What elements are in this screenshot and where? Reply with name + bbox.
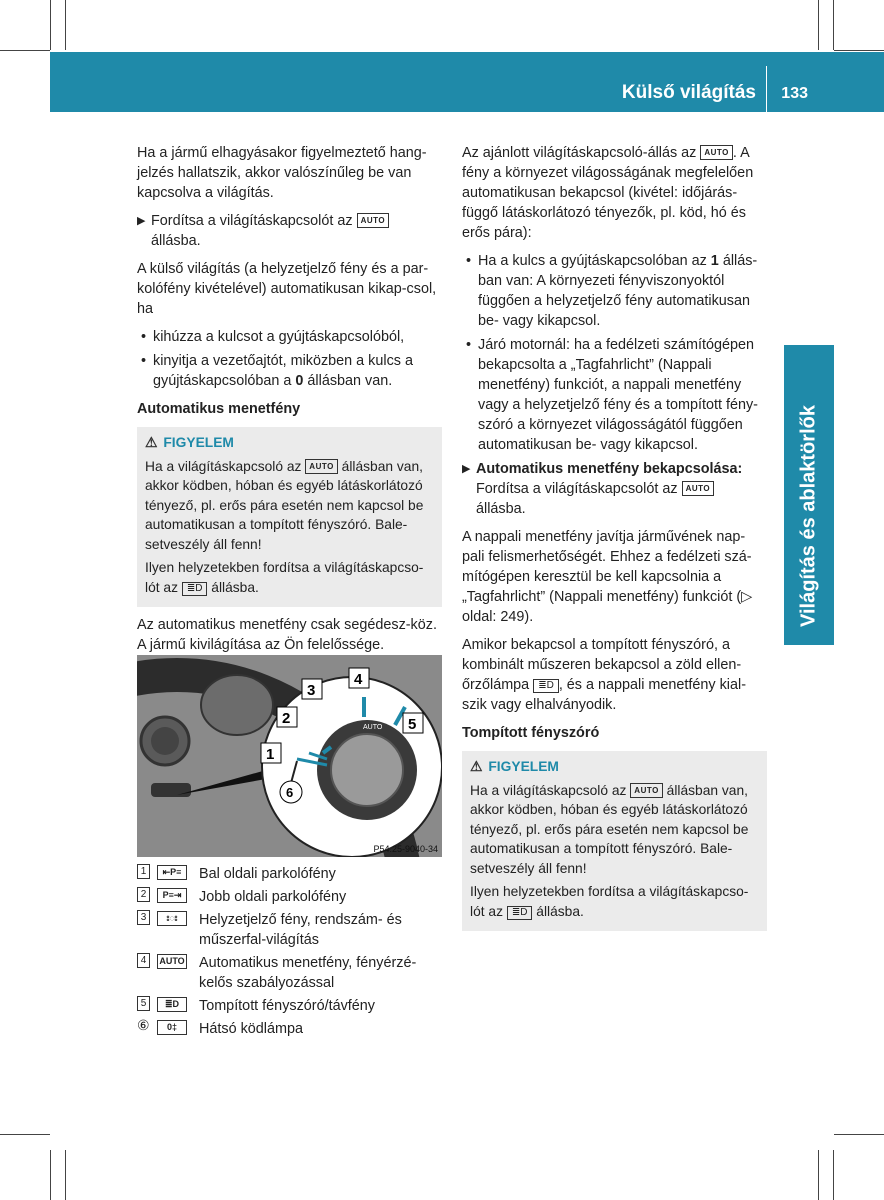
step-arrow-icon: ▶ <box>462 463 471 475</box>
list-item-text: kinyitja a vezetőajtót, miközben a kulcs a gyújtáskapcsolóban a <box>153 353 413 389</box>
low-beam-icon: ≣D <box>533 679 559 693</box>
legend-item <box>137 887 442 907</box>
auto-key-icon: AUTO <box>682 481 715 496</box>
warning-box <box>462 751 767 931</box>
section-title: Külső világítás <box>621 82 756 103</box>
legend-number: 5 <box>137 996 150 1011</box>
knob-label: AUTO <box>363 724 383 731</box>
warning-text <box>145 457 434 555</box>
paragraph <box>462 635 767 715</box>
warning-text <box>470 882 759 921</box>
step-text: Fordítsa a világításkapcsolót az <box>151 213 353 229</box>
list-item-text: állásban van. <box>307 373 393 389</box>
crop-mark <box>833 1150 834 1200</box>
bullet-icon: • <box>141 329 147 345</box>
list-item <box>137 351 442 391</box>
parking-light-right-icon: P≡⇥ <box>157 888 187 903</box>
legend-number: 3 <box>137 910 150 925</box>
step-text: állásba. <box>476 501 526 517</box>
warning-text-part: Ilyen helyzetekben fordítsa a világításkapcso-lót az <box>470 884 749 919</box>
callout-4-label: 4 <box>354 671 363 688</box>
list-item-text: állás-ban van: A környezeti fényviszonyoktól függően a helyzetjelző fény automatikusan be- vagy kikapcsol. <box>478 253 758 329</box>
crop-mark <box>818 1150 819 1200</box>
warning-box <box>137 427 442 607</box>
warning-text <box>145 558 434 597</box>
crop-mark <box>65 1150 66 1200</box>
auto-key-icon: AUTO <box>630 783 663 798</box>
crop-mark <box>834 1134 884 1135</box>
instruction-step <box>137 211 442 251</box>
step-title: Automatikus menetfény bekapcsolása: <box>476 461 743 477</box>
crop-mark <box>834 50 884 51</box>
light-switch-figure <box>137 655 442 857</box>
paragraph: Az automatikus menetfény csak segédesz-köz. A jármű kivilágítása az Ön felelőssége. <box>137 617 437 653</box>
warning-text <box>470 781 759 879</box>
paragraph-text: , és a nappali menetfény kial-szik vagy elhalványodik. <box>462 677 746 713</box>
instruction-step <box>462 459 767 519</box>
knob-face <box>331 734 403 806</box>
legend-item <box>137 1019 442 1039</box>
legend-item <box>137 996 442 1016</box>
callout-1-label: 1 <box>266 746 275 763</box>
page-number: 133 <box>781 85 808 102</box>
warning-text-part: állásba. <box>536 903 584 919</box>
low-beam-icon: ≣D <box>182 582 208 596</box>
step-text: Fordítsa a világításkapcsolót az <box>476 481 678 497</box>
paragraph: A nappali menetfény javítja járművének nap-pali felismerhetőségét. Ehhez a fedélzeti szá-mítógépen keresztül be kell kapcsolnia a „Tagfahrlicht” (Nappali menetfény) funkciót (▷ oldal: 249). <box>462 529 753 625</box>
legend-text: Tompított fényszóró/távfény <box>199 998 375 1014</box>
low-beam-icon: ≣D <box>157 997 187 1012</box>
step-arrow-icon: ▶ <box>137 215 146 227</box>
switch-location <box>151 783 191 797</box>
page-header <box>50 52 884 112</box>
auto-key-icon: AUTO <box>700 145 733 160</box>
key-position: 0 <box>295 373 304 389</box>
bullet-icon: • <box>141 353 147 369</box>
list-item <box>137 327 442 347</box>
warning-text-part: állásban van, akkor ködben, hóban és egyéb látáskorlátozó tényező, pl. erős pára esetén nem kapcsol be automatikusan a tompított fényszóró. Bale-setveszély áll fenn! <box>470 782 749 876</box>
light-switch-illustration <box>137 655 442 857</box>
air-vent-inner <box>151 727 179 755</box>
side-light-icon: ⦂◌⦂ <box>157 911 187 926</box>
paragraph-text: Amikor bekapcsol a tompított fényszóró, a kombinált műszeren bekapcsol a zöld ellen-őrzőlámpa <box>462 637 742 693</box>
paragraph-text: Az ajánlott világításkapcsoló-állás az <box>462 145 697 161</box>
legend-number: 2 <box>137 887 150 902</box>
callout-3-label: 3 <box>307 682 316 699</box>
warning-text-part: Ha a világításkapcsoló az <box>145 458 302 474</box>
warning-title-text: FIGYELEM <box>488 759 559 774</box>
legend-number: ⑥ <box>137 1017 150 1033</box>
paragraph-text: . A fény a környezet világosságának megfelelően automatikusan bekapcsol (kivétel: időjárás-függő látáskorlátozó tényezők, pl. köd, hó és erős pára): <box>462 145 754 241</box>
legend-text: Jobb oldali parkolófény <box>199 889 347 905</box>
key-position: 1 <box>710 253 719 269</box>
legend-text: Helyzetjelző fény, rendszám- és műszerfal-világítás <box>199 912 402 948</box>
list-item <box>462 251 767 331</box>
crop-mark <box>50 0 51 50</box>
subheading: Automatikus menetfény <box>137 401 301 417</box>
instrument-cluster <box>201 675 273 735</box>
rear-fog-light-icon: 0‡ <box>157 1020 187 1035</box>
legend-text: Hátsó ködlámpa <box>199 1021 303 1037</box>
step-text: állásba. <box>151 233 201 249</box>
left-column <box>137 143 442 663</box>
crop-mark <box>0 1134 50 1135</box>
legend-item <box>137 910 442 950</box>
header-divider <box>766 66 767 112</box>
right-column <box>462 143 767 939</box>
list-item-text: kihúzza a kulcsot a gyújtáskapcsolóból, <box>153 329 405 345</box>
warning-triangle-icon: ⚠ <box>470 759 483 774</box>
warning-text-part: állásban van, akkor ködben, hóban és egyéb látáskorlátozó tényező, pl. erős pára esetén nem kapcsol be automatikusan a tompított fényszóró. Bale-setveszély áll fenn! <box>145 458 424 552</box>
bullet-icon: • <box>466 337 472 353</box>
warning-triangle-icon: ⚠ <box>145 435 158 450</box>
crop-mark <box>0 50 50 51</box>
crop-mark <box>65 0 66 50</box>
crop-mark <box>50 1150 51 1200</box>
crop-mark <box>818 0 819 50</box>
callout-5-label: 5 <box>408 716 417 733</box>
paragraph: A külső világítás (a helyzetjelző fény és a par-kolófény kivételével) automatikusan kikap-csol, ha <box>137 261 437 317</box>
warning-title <box>470 757 759 777</box>
subheading: Tompított fényszóró <box>462 725 600 741</box>
warning-title <box>145 433 434 453</box>
figure-legend <box>137 864 442 1042</box>
legend-number: 1 <box>137 864 150 879</box>
paragraph <box>462 143 767 243</box>
legend-text: Bal oldali parkolófény <box>199 866 336 882</box>
legend-item <box>137 864 442 884</box>
legend-text: Automatikus menetfény, fényérzé-kelős szabályozással <box>199 955 417 991</box>
bullet-icon: • <box>466 253 472 269</box>
parking-light-left-icon: ⇤P≡ <box>157 865 187 880</box>
paragraph: Ha a jármű elhagyásakor figyelmeztető hang-jelzés hallatszik, akkor valószínűleg be van kapcsolva a világítás. <box>137 145 427 201</box>
warning-text-part: Ilyen helyzetekben fordítsa a világításkapcso-lót az <box>145 560 424 595</box>
crop-mark <box>833 0 834 50</box>
list-item-text: Járó motornál: ha a fedélzeti számítógépen bekapcsolta a „Tagfahrlicht” (Nappali menetfény) funkciót, a nappali menetfény vagy a helyzetjelző fény és a tompított fény-szóró a környezet világosságától függően automatikusan be- vagy kikapcsol. <box>478 337 758 453</box>
legend-number: 4 <box>137 953 150 968</box>
chapter-tab-label: Világítás és ablaktörlők <box>797 405 820 627</box>
list-item <box>462 335 767 455</box>
figure-code: P54.25-9040-34 <box>373 844 438 854</box>
auto-key-icon: AUTO <box>157 954 187 969</box>
legend-item <box>137 953 442 993</box>
callout-6-label: 6 <box>286 785 294 800</box>
auto-key-icon: AUTO <box>357 213 390 228</box>
list-item-text: Ha a kulcs a gyújtáskapcsolóban az <box>478 253 707 269</box>
warning-text-part: Ha a világításkapcsoló az <box>470 782 627 798</box>
warning-title-text: FIGYELEM <box>163 435 234 450</box>
auto-key-icon: AUTO <box>305 459 338 474</box>
warning-text-part: állásba. <box>211 579 259 595</box>
callout-2-label: 2 <box>282 710 291 727</box>
low-beam-icon: ≣D <box>507 906 533 920</box>
